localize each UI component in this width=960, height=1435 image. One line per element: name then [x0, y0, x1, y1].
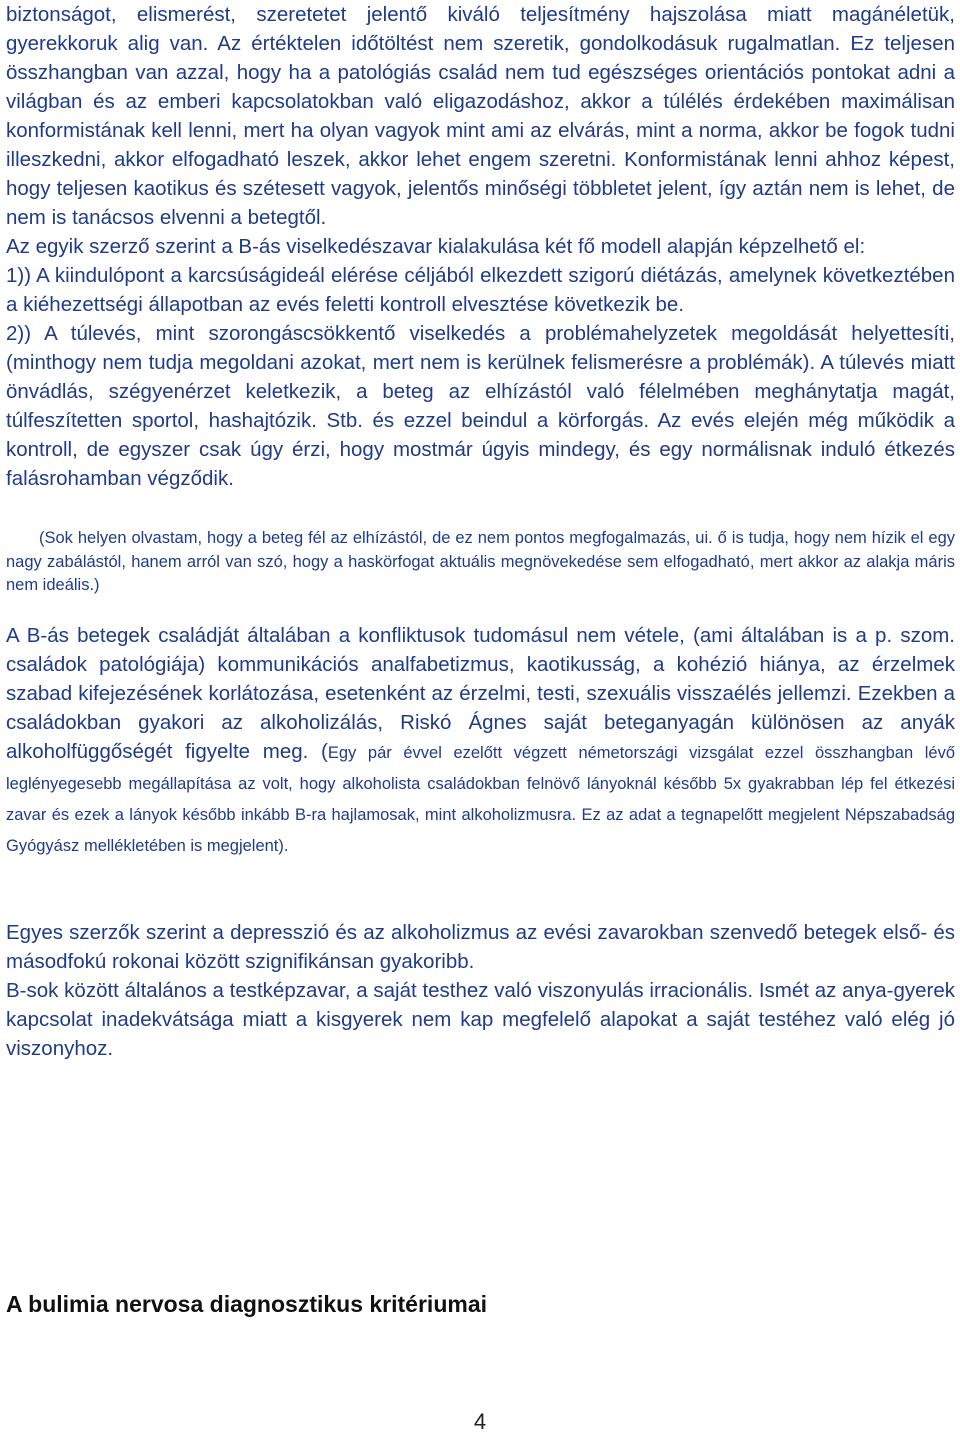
- body-paragraph-1: biztonságot, elismerést, szeretetet jelentő kiváló teljesítmény hajszolása miatt magánéletük, gyerekkoruk alig van. Az értéktelen időtöltést nem szeretik, gondolkodásuk rugalmatlan. Ez teljesen összhangban van azzal, hogy ha a patológiás család nem tud egészséges orientációs pontokat adni a világban és az emberi kapcsolatokban való eligazodáshoz, akkor a túlélés érdekében maximálisan konformistának kell lenni, mert ha olyan vagyok mint ami az elvárás, mint a norma, akkor be fogok tudni illeszkedni, akkor elfogadható leszek, akkor lehet engem szeretni. Konformistának lenni ahhoz képest, hogy teljesen kaotikus és szétesett vagyok, jelentős minőségi többletet jelent, így aztán nem is lehet, de nem is tanácsos elvenni a betegtől.: [6, 3, 955, 229]
- family-paragraph: [6, 621, 955, 861]
- family-paragraph-note: Egy pár évvel ezelőtt végzett németországi vizsgálat ezzel összhangban lévő leglényegesebb megállapítása az volt, hogy alkoholista családokban felnövő lányoknál később 5x gyakrabban lép fel étkezési zavar és ezek a lányok később inkább B-ra hajlamosak, mint alkoholizmusra. Ez az adat a tegnapelőtt megjelent Népszabadság Gyógyász mellékletében is megjelent).: [6, 743, 955, 855]
- depression-paragraph: Egyes szerzők szerint a depresszió és az alkoholizmus az evési zavarokban szenvedő betegek első- és másodfokú rokonai között szignifikánsan gyakoribb.: [6, 920, 955, 973]
- body-paragraph-2: Az egyik szerző szerint a B-ás viselkedészavar kialakulása két fő modell alapján képzelhető el:: [6, 235, 866, 258]
- page-number: 4: [473, 1409, 487, 1434]
- model-item-2: 2)) A túlevés, mint szorongáscsökkentő viselkedés a problémahelyzetek megoldását helyettesíti, (minthogy nem tudja megoldani azokat, mert nem is kerülnek felismerésre a problémák). A túlevés miatt önvádlás, szégyenérzet keletkezik, a beteg az elhízástól való félelmében meghánytatja magát, túlfeszítetten sportol, hashajtózik. Stb. és ezzel beindul a körforgás. Az evés elején még működik a kontroll, de egyszer csak úgy érzi, hogy mostmár úgyis mindegy, és egy normálisnak induló étkezés falásrohamban végződik.: [6, 322, 955, 490]
- body-image-paragraph: B-sok között általános a testképzavar, a saját testhez való viszonyulás irracionális. Ismét az anya-gyerek kapcsolat inadekvátsága miatt a kisgyerek nem kap megfelelő alapokat a saját testéhez való elég jó viszonyhoz.: [6, 978, 955, 1060]
- model-item-1: 1)) A kiindulópont a karcsúságideál elérése céljából elkezdett szigorú diétázás, amelynek következtében a kiéhezettségi állapotban az evés feletti kontroll elvesztése következik be.: [6, 264, 955, 316]
- family-paragraph-text: A B-ás betegek családját általában a konfliktusok tudomásul nem vétele, (ami általában is a p. szom. családok patológiája) kommunikációs analfabetizmus, kaotikusság, a kohézió hiánya, az érzelmek szabad kifejezésének korlátozása, esetenként az érzelmi, testi, szexuális visszaélés jellemzi. Ezekben a családokban gyakori az alkoholizálás, Riskó Ágnes saját beteganyagán különösen az anyák alkoholfüggőségét figyelte meg. (: [6, 623, 955, 763]
- document-page: [6, 0, 955, 1063]
- author-note-text: (Sok helyen olvastam, hogy a beteg fél az elhízástól, de ez nem pontos megfogalmazás, ui. ő is tudja, hogy nem hízik el egy nagy zabálástól, hanem arról van szó, hogy a haskörfogat aktuális megnövekedése sem elfogadható, mert akkor az alakja máris nem ideális.): [6, 529, 955, 594]
- author-note: [6, 527, 955, 598]
- section-heading: A bulimia nervosa diagnosztikus kritériumai: [6, 1291, 488, 1317]
